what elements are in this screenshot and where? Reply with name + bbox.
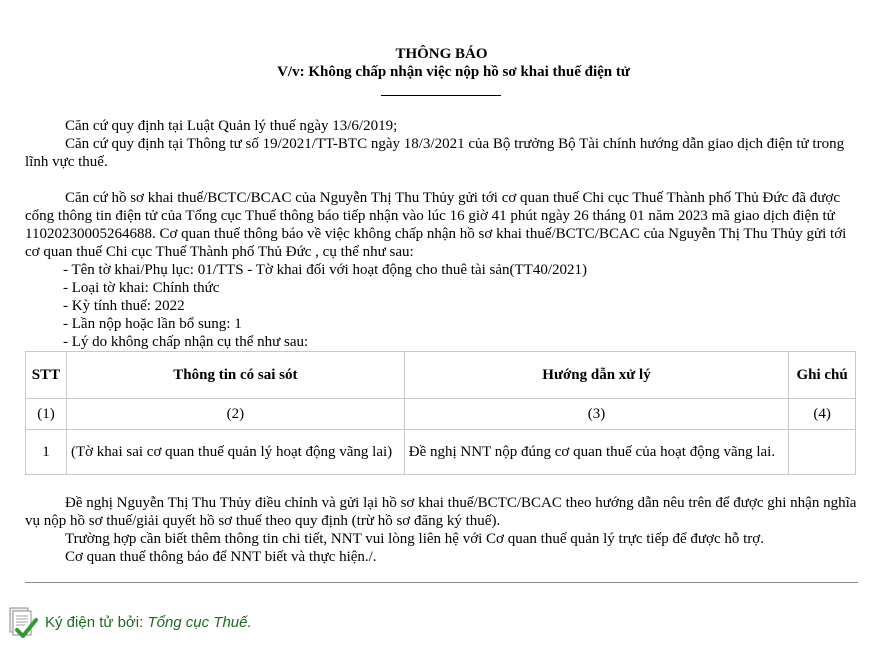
numbering-cell: (3) <box>404 399 788 430</box>
notice-header <box>25 45 858 81</box>
item-form-type: - Loại tờ khai: Chính thức <box>63 280 220 296</box>
row-stt: 1 <box>26 430 67 475</box>
title-underline <box>381 95 501 96</box>
signed-document-icon <box>5 606 39 640</box>
numbering-cell: (2) <box>66 399 404 430</box>
notice-body <box>25 189 858 351</box>
header-note: Ghi chú <box>789 352 856 399</box>
closing-final: Cơ quan thuế thông báo để NNT biết và thực hiện./. <box>65 549 377 565</box>
table-row <box>26 430 856 475</box>
signature-signer: Tổng cục Thuế. <box>147 614 252 631</box>
row-note <box>789 430 856 475</box>
error-table <box>25 351 856 475</box>
item-rejection-reason: - Lý do không chấp nhận cụ thể như sau: <box>63 334 309 350</box>
legal-basis-1: Căn cứ quy định tại Luật Quản lý thuế ngày 13/6/2019; <box>65 118 398 134</box>
table-numbering-row <box>26 399 856 430</box>
header-error-info: Thông tin có sai sót <box>66 352 404 399</box>
header-guidance: Hướng dẫn xử lý <box>404 352 788 399</box>
numbering-cell: (4) <box>789 399 856 430</box>
closing-request: Đề nghị Nguyễn Thị Thu Thủy điều chỉnh và gửi lại hồ sơ khai thuế/BCTC/BCAC theo hướng dẫn nêu trên để được ghi nhận nghĩa vụ nộp hồ sơ thuế/giải quyết hồ sơ thuế theo quy định (trừ hồ sơ đăng ký thuế). <box>25 495 857 529</box>
header-stt: STT <box>26 352 67 399</box>
table-header-row <box>26 352 856 399</box>
row-guidance: Đề nghị NNT nộp đúng cơ quan thuế của hoạt động vãng lai. <box>404 430 788 475</box>
signature-label <box>45 614 252 632</box>
body-paragraph: Căn cứ hồ sơ khai thuế/BCTC/BCAC của Nguyễn Thị Thu Thủy gửi tới cơ quan thuế Chi cục Thuế Thành phố Thủ Đức đã được cổng thông tin điện tử của Tổng cục Thuế thông báo tiếp nhận vào lúc 16 giờ 41 phút ngày 26 tháng 01 năm 2023 mã giao dịch điện tử 11020230005264688. Cơ quan thuế thông báo về việc không chấp nhận hồ sơ khai thuế/BCTC/BCAC của Nguyễn Thị Thu Thủy gửi tới cơ quan thuế Chi cục Thuế Thành phố Thủ Đức , cụ thể như sau: <box>25 190 847 260</box>
notice-title: THÔNG BÁO <box>395 46 488 62</box>
item-submission-count: - Lần nộp hoặc lần bổ sung: 1 <box>63 316 242 332</box>
notice-document <box>25 0 858 583</box>
numbering-cell: (1) <box>26 399 67 430</box>
notice-subtitle: V/v: Không chấp nhận việc nộp hồ sơ khai thuế điện tử <box>277 64 630 80</box>
closing-section <box>25 494 858 566</box>
signature-divider <box>25 582 858 583</box>
legal-basis-2: Căn cứ quy định tại Thông tư số 19/2021/TT-BTC ngày 18/3/2021 của Bộ trưởng Bộ Tài chính hướng dẫn giao dịch điện tử trong lĩnh vực thuế. <box>25 136 845 170</box>
item-tax-period: - Kỳ tính thuế: 2022 <box>63 298 185 314</box>
item-form-name: - Tên tờ khai/Phụ lục: 01/TTS - Tờ khai đối với hoạt động cho thuê tài sản(TT40/2021) <box>63 262 587 278</box>
digital-signature <box>5 606 252 640</box>
legal-basis <box>25 117 858 171</box>
signature-label-text: Ký điện tử bởi: <box>45 614 144 631</box>
row-error-info: (Tờ khai sai cơ quan thuế quản lý hoạt động vãng lai) <box>66 430 404 475</box>
closing-contact: Trường hợp cần biết thêm thông tin chi tiết, NNT vui lòng liên hệ với Cơ quan thuế quản lý trực tiếp để được hỗ trợ. <box>65 531 764 547</box>
